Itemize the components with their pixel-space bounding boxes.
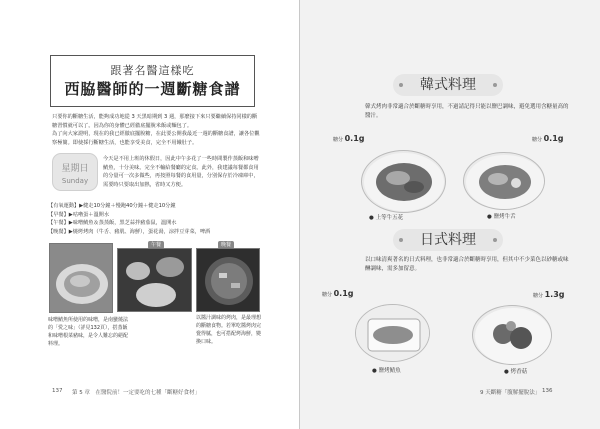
lunch-set-photo xyxy=(117,248,192,312)
dish-name: 鹽烤牛舌 xyxy=(493,214,516,220)
dish-label: ● 上等牛五花 xyxy=(369,215,404,221)
western-heading xyxy=(393,229,503,251)
mackerel-caption: 味噌鯖魚所使用的味噌，是南蠻燒法的「愛之味」（詳見132頁），搭蒸飯和味噌根菜豬味，是令人難忘的絕配料理。 xyxy=(48,317,129,347)
heading-dot xyxy=(399,83,403,87)
sugar-prefix: 糖分 xyxy=(333,137,344,143)
sugar-label xyxy=(333,134,365,143)
sugar-value: 0.1g xyxy=(344,134,365,143)
day-badge xyxy=(52,153,98,191)
mushroom-dish-photo xyxy=(472,305,552,365)
grill-caption: 以醬汁調味的烤肉，是最理想的斷糖食物。若單吃醬烤肉完覺得膩，也可搭配烤海鮮，變換口味。 xyxy=(196,315,262,345)
sugar-label xyxy=(533,290,565,299)
sugar-prefix: 糖分 xyxy=(532,137,543,143)
sugar-prefix: 糖分 xyxy=(322,292,333,298)
sugar-value: 1.3g xyxy=(544,290,565,299)
dinner-tag: 晚餐 xyxy=(218,241,234,249)
day-description: 今天是不用上班的休假日，因此中午多花了一些時間製作蒸飯和味噌鯖魚，十分美味。完全不輸給餐廳的定食。此外，我建議每餐都食用的分量可一次多做些，再按照每餐的食用量，分別保存於冷凍庫中，需要時只要取出加熱，省時又方便。 xyxy=(103,156,259,188)
right-page xyxy=(300,0,600,429)
sugar-prefix: 糖分 xyxy=(533,293,544,299)
mackerel-dish-photo xyxy=(355,304,430,362)
dish-name: 鹽烤鯖魚 xyxy=(378,368,401,374)
dish-label: ● 鹽烤牛舌 xyxy=(487,214,516,220)
western-heading-text: 日式料理 xyxy=(420,232,476,248)
day-badge-zh: 星期日 xyxy=(61,164,89,174)
dish-label: ● 烤香菇 xyxy=(504,369,528,375)
heading-dot xyxy=(399,238,403,242)
tongue-dish-photo xyxy=(463,152,545,210)
lunch-tag: 午餐 xyxy=(148,241,164,249)
intro-paragraph: 只要你的斷糖生活，能夠成功地從 3 天黑暗期到 3 週，那麼接下來只要繼續保持同樣的斷糖習慣就可以了。因為你的身體已經徹底擺脫米飯或麵包了。 為了向大家證明，現在的我已經徹底擺脫糖，在此要公開我最近一週的斷糖食譜，讓各位觀察極簡。即使採行斷糖生活，也能享受美食，完全不用餓肚子。 xyxy=(52,114,260,146)
korean-heading-text: 韓式料理 xyxy=(420,77,476,93)
chapter-footer: 第 5 章 在醫院前！一定要吃的七種「斷糖好食材」 xyxy=(72,390,200,396)
title-subheading: 跟著名醫這樣吃 xyxy=(110,64,195,77)
dish-label: ● 鹽烤鯖魚 xyxy=(372,368,401,374)
page-number-left: 137 xyxy=(52,388,63,394)
dish-name: 烤香菇 xyxy=(510,369,528,375)
grill-photo xyxy=(196,248,260,312)
korean-heading xyxy=(393,74,503,96)
page-title: 西脇醫師的一週斷糖食譜 xyxy=(64,80,241,98)
series-footer: 9 天斷糖「腹解擺脫法」 xyxy=(480,390,541,396)
miso-mackerel-photo xyxy=(49,243,113,313)
title-box xyxy=(50,55,255,107)
dish-name: 上等牛五花 xyxy=(375,215,404,221)
sugar-value: 0.1g xyxy=(333,289,354,298)
sugar-value: 0.1g xyxy=(543,134,564,143)
meal-plan-list: 【有氧運動】▶健走10分鐘＋慢跑40分鐘＋健走10分鐘 【早餐】▶咕嚕蛋＋溫開水 【午餐】▶味噌鯖魚＆蒸蒸飯，黑芝蒜拌豬茄鼠，溫開水 【晚餐】▶燒烤烤肉（牛舌、豬肌、海鮮），蛋花湯，涼拌豆芽菜，啤酒 xyxy=(48,203,211,235)
sugar-label xyxy=(322,289,354,298)
heading-dot xyxy=(493,83,497,87)
korean-paragraph: 韓式烤肉非常適合於斷糖時享用，不過請記得只能以鹽巴調味，避免選用含糖量高的醬汁。 xyxy=(365,104,569,120)
beef-dish-photo xyxy=(361,150,446,213)
page-number-right: 136 xyxy=(542,388,553,394)
western-paragraph: 以口味清爽著名的日式料理，也非常適合於斷糖時享用，但其中不少菜色以砂糖或味醂調味，需多加留意。 xyxy=(365,257,569,273)
heading-dot xyxy=(493,238,497,242)
sugar-label xyxy=(532,134,564,143)
day-badge-en: Sunday xyxy=(61,177,89,185)
